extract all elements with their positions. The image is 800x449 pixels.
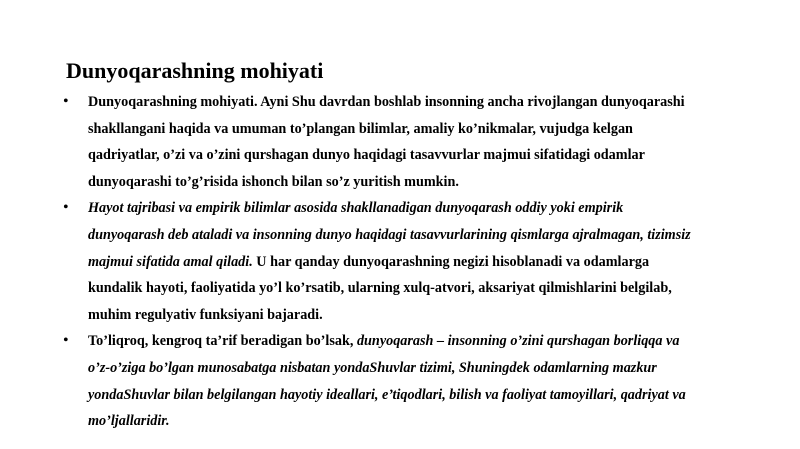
bullet-item <box>62 89 742 195</box>
bullet-line <box>88 408 742 435</box>
text-segment: majmui sifatida amal qiladi. <box>88 253 253 270</box>
bullet-line <box>88 328 742 355</box>
bullet-line <box>88 275 742 302</box>
text-segment: dunyoqarash deb ataladi va insonning dunyo haqidagi tasavvurlarining qismlarga ajralmagan, tizimsiz <box>88 226 691 243</box>
bullet-line <box>88 169 742 196</box>
text-segment: To’liqroq, kengroq ta’rif beradigan bo’lsak, <box>88 333 357 350</box>
text-segment: U har qanday dunyoqarashning negizi hisoblanadi va odamlarga <box>252 253 650 270</box>
text-segment: dunyoqarash – insonning o’zini qurshagan borliqqa va <box>356 333 680 350</box>
bullet-line <box>88 222 742 249</box>
bullet-line <box>88 302 742 329</box>
bullet-dot-icon: • <box>63 93 69 110</box>
bullet-dot-icon: • <box>63 332 69 350</box>
bullet-line <box>88 89 742 116</box>
text-segment: o’z-o’ziga bo’lgan munosabatga nisbatan yondaShuvlar tizimi, Shuningdek odamlarning mazkur <box>88 359 657 376</box>
bullet-line <box>88 249 742 276</box>
bullet-line <box>88 355 742 382</box>
bullet-item <box>62 328 742 434</box>
bullet-dot-icon: • <box>63 199 69 217</box>
text-segment: Hayot tajribasi va empirik bilimlar asosida shakllanadigan dunyoqarash oddiy yoki empirik <box>88 200 624 217</box>
text-segment: shakllangani haqida va umuman to’plangan bilimlar, amaliy ko’nikmalar, vujudga kelgan <box>88 120 633 137</box>
text-segment: mo’ljallaridir. <box>88 413 170 430</box>
bullet-line <box>88 195 742 222</box>
text-segment: qadriyatlar, o’zi va o’zini qurshagan dunyo haqidagi tasavvurlar majmui sifatidagi odamlar <box>88 147 645 164</box>
bullet-line <box>88 142 742 169</box>
text-segment: yondaShuvlar bilan belgilangan hayotiy ideallari, e’tiqodlari, bilish va faoliyat tamoyillari, qadriyat va <box>88 386 686 403</box>
text-segment: muhim regulyativ funksiyani bajaradi. <box>88 306 323 323</box>
text-segment: kundalik hayoti, faoliyatida yo’l ko’rsatib, ularning xulq-atvori, aksariyat qilmishlarini belgilab, <box>88 280 672 297</box>
bullet-list <box>62 89 742 435</box>
text-segment: dunyoqarashi to’g’risida ishonch bilan so’z yuritish mumkin. <box>88 173 459 190</box>
bullet-line <box>88 116 742 143</box>
bullet-line <box>88 382 742 409</box>
bullet-item <box>62 195 742 328</box>
text-segment: Dunyoqarashning mohiyati. Ayni Shu davrdan boshlab insonning ancha rivojlangan dunyoqarashi <box>88 94 685 110</box>
slide-title: Dunyoqarashning mohiyati <box>66 58 324 83</box>
